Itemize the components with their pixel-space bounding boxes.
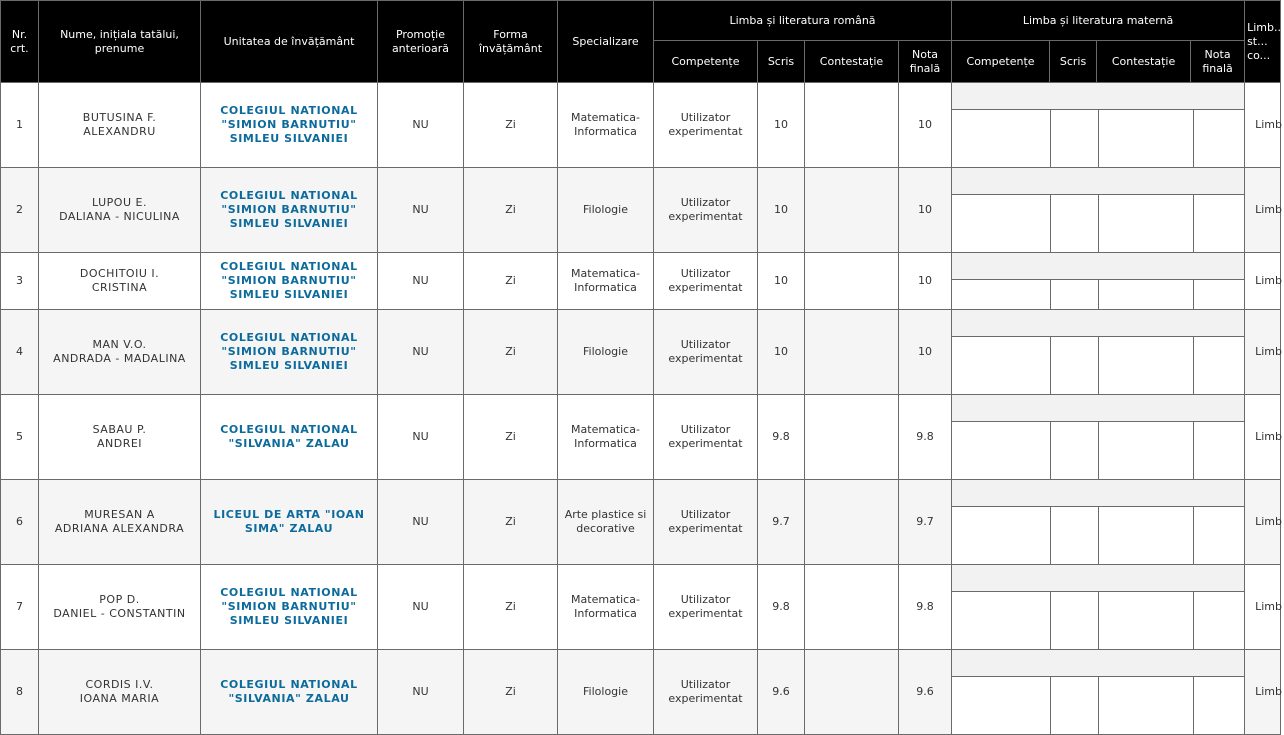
cell-nr: 1 — [1, 83, 39, 168]
cell-nota-finala: 9.8 — [899, 395, 952, 480]
cell-scris: 9.8 — [758, 395, 805, 480]
cell-school: COLEGIUL NATIONAL "SIMION BARNUTIU" SIMLEU SILVANIEI — [201, 310, 378, 395]
table-row — [1, 480, 1281, 565]
cell-form: Zi — [464, 480, 558, 565]
col-group-partial: Limb... st... co... — [1245, 1, 1281, 83]
cell-contestatie — [805, 83, 899, 168]
cell-promo: NU — [378, 83, 464, 168]
cell-name-line1: CORDIS I.V. — [85, 678, 154, 691]
table-row — [1, 168, 1281, 253]
cell-promo: NU — [378, 565, 464, 650]
col-header-ro-scris: Scris — [758, 41, 805, 83]
cell-form: Zi — [464, 253, 558, 310]
col-header-ro-contestatie: Contestație — [805, 41, 899, 83]
cell-scris: 10 — [758, 253, 805, 310]
cell-promo: NU — [378, 310, 464, 395]
col-header-ro-competente: Competențe — [654, 41, 758, 83]
cell-name-line1: MAN V.O. — [92, 338, 147, 351]
col-header-name: Nume, inițiala tatălui, prenume — [39, 1, 201, 83]
cell-competente: Utilizator experimentat — [654, 650, 758, 735]
cell-name — [39, 310, 201, 395]
cell-name-line1: LUPOU E. — [92, 196, 147, 209]
cell-partial: Limb — [1245, 253, 1281, 310]
col-group-maternal: Limba și literatura maternă — [952, 1, 1245, 41]
col-header-promotion: Promoție anterioară — [378, 1, 464, 83]
cell-scris: 9.7 — [758, 480, 805, 565]
cell-name-line1: BUTUSINA F. — [82, 111, 157, 124]
col-header-ro-nota-finala: Nota finală — [899, 41, 952, 83]
cell-spec: Matematica-Informatica — [558, 565, 654, 650]
cell-name-line1: SABAU P. — [92, 423, 147, 436]
cell-nota-finala: 10 — [899, 83, 952, 168]
cell-name — [39, 253, 201, 310]
cell-spec: Matematica-Informatica — [558, 83, 654, 168]
cell-name-line2: DALIANA - NICULINA — [59, 210, 180, 223]
cell-partial: Limb — [1245, 83, 1281, 168]
cell-nr: 4 — [1, 310, 39, 395]
cell-name-line2: DANIEL - CONSTANTIN — [53, 607, 186, 620]
cell-promo: NU — [378, 168, 464, 253]
cell-form: Zi — [464, 395, 558, 480]
col-header-nr: Nr. crt. — [1, 1, 39, 83]
cell-partial: Limb — [1245, 395, 1281, 480]
cell-competente: Utilizator experimentat — [654, 480, 758, 565]
cell-form: Zi — [464, 650, 558, 735]
col-header-mat-nota-finala: Nota finală — [1191, 41, 1245, 83]
cell-partial: Limb — [1245, 650, 1281, 735]
cell-maternal-empty — [952, 168, 1245, 253]
cell-maternal-empty — [952, 565, 1245, 650]
col-header-school: Unitatea de învățământ — [201, 1, 378, 83]
cell-nota-finala: 10 — [899, 310, 952, 395]
cell-nr: 5 — [1, 395, 39, 480]
cell-contestatie — [805, 565, 899, 650]
cell-scris: 10 — [758, 168, 805, 253]
cell-name-line2: CRISTINA — [91, 281, 148, 294]
cell-scris: 9.6 — [758, 650, 805, 735]
cell-form: Zi — [464, 565, 558, 650]
cell-maternal-empty — [952, 83, 1245, 168]
cell-maternal-empty — [952, 650, 1245, 735]
cell-spec: Filologie — [558, 650, 654, 735]
cell-school: COLEGIUL NATIONAL "SIMION BARNUTIU" SIMLEU SILVANIEI — [201, 168, 378, 253]
cell-school: LICEUL DE ARTA "IOAN SIMA" ZALAU — [201, 480, 378, 565]
cell-partial: Limb — [1245, 565, 1281, 650]
cell-spec: Filologie — [558, 310, 654, 395]
cell-school: COLEGIUL NATIONAL "SILVANIA" ZALAU — [201, 650, 378, 735]
col-header-mat-scris: Scris — [1050, 41, 1097, 83]
cell-nota-finala: 9.7 — [899, 480, 952, 565]
table-row — [1, 565, 1281, 650]
cell-form: Zi — [464, 168, 558, 253]
cell-nr: 8 — [1, 650, 39, 735]
cell-nr: 6 — [1, 480, 39, 565]
cell-promo: NU — [378, 395, 464, 480]
cell-maternal-empty — [952, 253, 1245, 310]
header-row-top — [1, 1, 1281, 41]
cell-maternal-empty — [952, 310, 1245, 395]
cell-nota-finala: 10 — [899, 168, 952, 253]
cell-form: Zi — [464, 83, 558, 168]
cell-name — [39, 650, 201, 735]
cell-contestatie — [805, 650, 899, 735]
cell-promo: NU — [378, 650, 464, 735]
cell-scris: 9.8 — [758, 565, 805, 650]
cell-competente: Utilizator experimentat — [654, 253, 758, 310]
cell-contestatie — [805, 480, 899, 565]
cell-name-line2: ADRIANA ALEXANDRA — [54, 522, 185, 535]
table-row — [1, 395, 1281, 480]
cell-promo: NU — [378, 480, 464, 565]
cell-competente: Utilizator experimentat — [654, 310, 758, 395]
cell-partial: Limb — [1245, 168, 1281, 253]
cell-contestatie — [805, 395, 899, 480]
cell-form: Zi — [464, 310, 558, 395]
cell-scris: 10 — [758, 83, 805, 168]
col-header-specialization: Specializare — [558, 1, 654, 83]
cell-contestatie — [805, 310, 899, 395]
cell-promo: NU — [378, 253, 464, 310]
col-header-form: Forma învățământ — [464, 1, 558, 83]
cell-name — [39, 480, 201, 565]
cell-nota-finala: 10 — [899, 253, 952, 310]
table-row — [1, 83, 1281, 168]
col-header-mat-competente: Competențe — [952, 41, 1050, 83]
cell-name-line2: ANDRADA - MADALINA — [53, 352, 186, 365]
cell-school: COLEGIUL NATIONAL "SIMION BARNUTIU" SIMLEU SILVANIEI — [201, 565, 378, 650]
cell-partial: Limb — [1245, 310, 1281, 395]
cell-nr: 2 — [1, 168, 39, 253]
cell-name-line2: ANDREI — [96, 437, 143, 450]
cell-school: COLEGIUL NATIONAL "SIMION BARNUTIU" SIMLEU SILVANIEI — [201, 83, 378, 168]
cell-spec: Arte plastice si decorative — [558, 480, 654, 565]
cell-maternal-empty — [952, 395, 1245, 480]
table-row — [1, 310, 1281, 395]
col-header-mat-contestatie: Contestație — [1097, 41, 1191, 83]
cell-spec: Matematica-Informatica — [558, 395, 654, 480]
cell-name-line2: IOANA MARIA — [79, 692, 160, 705]
cell-spec: Filologie — [558, 168, 654, 253]
col-group-romanian: Limba și literatura română — [654, 1, 952, 41]
cell-partial: Limb — [1245, 480, 1281, 565]
cell-maternal-empty — [952, 480, 1245, 565]
table-row — [1, 650, 1281, 735]
cell-competente: Utilizator experimentat — [654, 83, 758, 168]
cell-school: COLEGIUL NATIONAL "SILVANIA" ZALAU — [201, 395, 378, 480]
cell-name — [39, 565, 201, 650]
cell-name-line1: POP D. — [99, 593, 140, 606]
table-row — [1, 253, 1281, 310]
cell-competente: Utilizator experimentat — [654, 168, 758, 253]
cell-name-line1: DOCHITOIU I. — [79, 267, 160, 280]
cell-nr: 3 — [1, 253, 39, 310]
cell-spec: Matematica-Informatica — [558, 253, 654, 310]
cell-scris: 10 — [758, 310, 805, 395]
cell-name — [39, 395, 201, 480]
cell-school: COLEGIUL NATIONAL "SIMION BARNUTIU" SIMLEU SILVANIEI — [201, 253, 378, 310]
cell-name — [39, 168, 201, 253]
cell-nr: 7 — [1, 565, 39, 650]
cell-contestatie — [805, 168, 899, 253]
cell-name — [39, 83, 201, 168]
cell-nota-finala: 9.6 — [899, 650, 952, 735]
cell-competente: Utilizator experimentat — [654, 565, 758, 650]
cell-name-line2: ALEXANDRU — [83, 125, 156, 138]
cell-nota-finala: 9.8 — [899, 565, 952, 650]
cell-name-line1: MURESAN A — [84, 508, 155, 521]
cell-contestatie — [805, 253, 899, 310]
cell-competente: Utilizator experimentat — [654, 395, 758, 480]
